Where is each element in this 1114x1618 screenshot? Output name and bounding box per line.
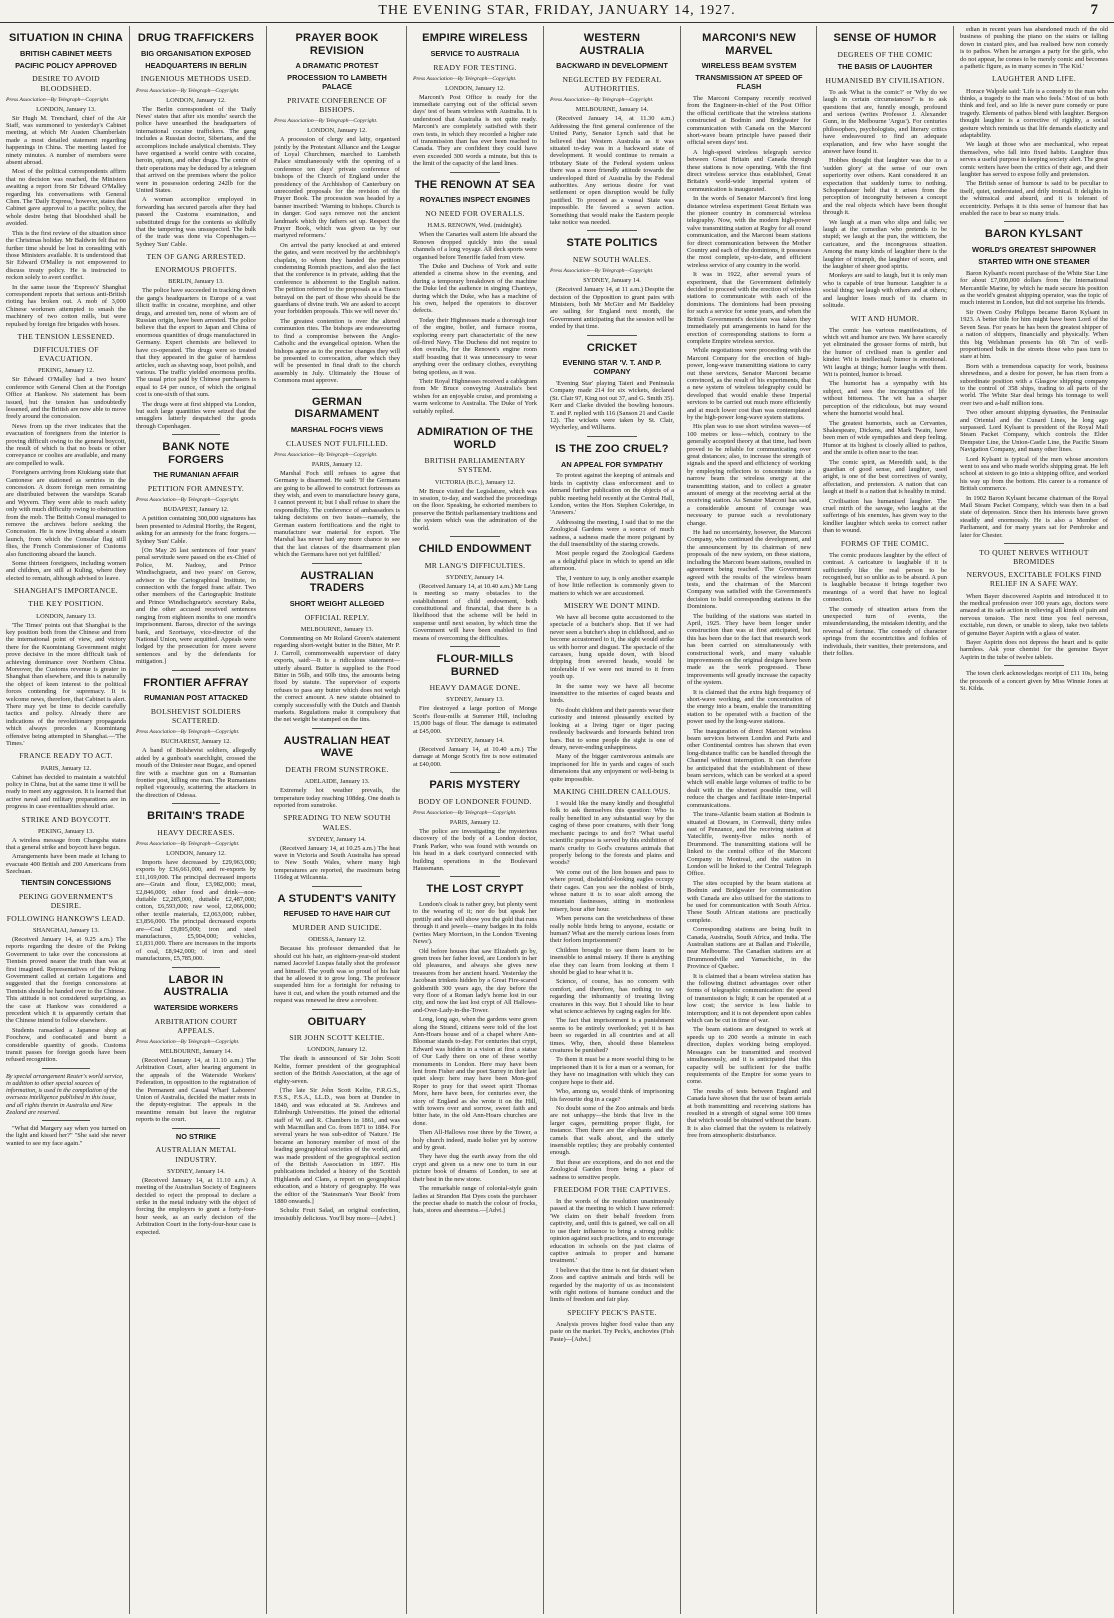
dateline: SYDNEY, January 14. — [167, 1167, 225, 1175]
byline: Press Association—By Telegraph—Copyright. — [136, 729, 240, 736]
dateline: BERLIN, January 13. — [168, 278, 224, 286]
quip: "What did Margery say when you turned on the light and kissed her?" "She said she never wanted to see my face again." — [6, 1125, 126, 1147]
article-paragraph: 'Evening Star' playing Taieri and Peninsula Company made 214 for six wickets, declared (St. Clair 97, King not out 37, and G. Smith 35). Kerr and Clarke divided the bowling honours. T. and P. replied with 116 (Sanson 21 and Castle 12). The wickets were taken by St. Clair, Wycherley, and Williams. — [550, 380, 674, 432]
column-divider — [816, 26, 817, 1614]
subheadline: BOLSHEVIST SOLDIERS SCATTERED. — [150, 707, 242, 726]
dateline: PARIS, January 12. — [311, 460, 363, 468]
article-paragraph: I believe that the time is not far distant when Zoos and captive animals and birds will be regarded by the majority of us as inconsistent with right notions of humane conduct and the limits of freedom and fair play. — [550, 1266, 674, 1304]
dateline: SYDNEY, January 14. — [446, 573, 504, 581]
article-paragraph: (Received January 14, at 10.40 a.m.) The damage at Monge Scott's fire is now estimated at £40,000. — [413, 746, 537, 768]
rule — [1004, 221, 1063, 222]
article-paragraph: While negotiations were proceeding with the Marconi Company for the erection of high-power, long-wave transmitting stations to carry out these services, Senator Marconi became convinced, as the result of his experiments, that a new system of wireless telegraphy could be developed that would enable these Imperial services to be carried out much more efficiently and at much lower cost than was contemplated by the high-power long-wave system stations. — [687, 347, 811, 421]
article-paragraph: The police have succeeded in tracking down the gang's headquarters in Europe of a vast illicit traffic in cocaine, morphine, and other drugs, and arrested ten, none of whom are of Russian origin, have been arrested. The police believe that the export to Japan and China of enormous quantities of drugs manufactured in Germany. Expert chemists are believed to have co-operated. The drugs were so treated that they appeared in the guise of harmless articles, such as shaving soap, boot polish, and various. The traffic yielded enormous profits. The usual price paid by Chinese purchasers is equal to £4 per ounce, of which the original cost is one-sixth of that sum. — [136, 287, 256, 399]
headline: CHILD ENDOWMENT — [418, 543, 532, 555]
reuters-note: By special arrangement Reuter's world service, in addition to other special sources of information, is used in the compilation of the overseas intelligence published in this issue, and all rights therein in Australia and New Zealand are reserved. — [6, 1072, 124, 1116]
byline: Press Association—By Telegraph—Copyright. — [136, 497, 240, 504]
dateline: BUCHAREST, January 12. — [160, 738, 232, 746]
subheadline: HEAVY DAMAGE DONE. — [429, 683, 521, 693]
article-paragraph: The trans-Atlantic beam station at Bodmin is situated at Dowarn, in Cornwall, thirty miles east of Penzance, and the receiving station at Yatecliffe, twenty-five miles north of Drummond. The transmitting stations will be linked to the central office of the Marconi Company in Montreal, and the station in London will be linked to the Central Telegraph Office. — [687, 811, 811, 878]
byline: Press Association—By Telegraph—Copyright. — [550, 268, 654, 275]
dateline: PARIS, January 12. — [40, 764, 92, 772]
headline: GERMAN DISARMAMENT — [294, 395, 380, 421]
article-paragraph: Addressing the meeting, I said that to me the Zoological Gardens were a source of much sadness, a sadness made the more poignant by the dull insensibility of the staring crowds. — [550, 518, 674, 549]
dateline: LONDON, January 12. — [307, 127, 367, 135]
section-heading: PEKING GOVERNMENT'S DESIRE. — [18, 891, 114, 910]
article-paragraph: It is claimed that a beam wireless station has the following distinct advantages over other forms of telegraphic communication: the speed of transmission is high; it can be operated at a low cost; the service is less liable to interruption; and it is not dependent upon cables which can be cut in time of war. — [687, 972, 811, 1025]
article-paragraph: The Marconi Company recently received from the Engineer-in-chief of the Post Office the official certificate that the wireless stations constructed at Bodmin and Bridgwater for communication with Canada on the Marconi short-wave beam principle have passed their official seven days' test. — [687, 94, 811, 147]
article-paragraph: Fire destroyed a large portion of Monge Scott's flour-mills at Summer Hill, including 15,000 bags of flour. The damage is estimated at £45,000. — [413, 705, 537, 735]
subheadline: HEAVY DECREASES. — [157, 827, 235, 837]
article-paragraph: Foreigners arriving from Kiukiang state that Cantonese are stationed as sentries in the concession. A dozen foreign men remaining are distributed between the warships Scarab and Wyvern. They were able to reach safety only with much difficulty owing to obstruction from the mob. The British Consul managed to remove the archives before seeking the Concession. He is now living aboard a steam launch, from which the Consular flag still flies, the French Commissioner of Customs also functioning aboard the launch. — [6, 469, 126, 558]
section-heading: DIFFICULTIES OF EVACUATION. — [33, 345, 99, 364]
subheadline: HUMANISED BY CIVILISATION. — [825, 75, 945, 85]
byline: Press Association—By Telegraph—Copyright. — [274, 451, 378, 458]
subheadline: DEATH FROM SUNSTROKE. — [285, 765, 389, 775]
rule — [587, 335, 637, 336]
article-paragraph: (Received January 14, at 9.25 a.m.) The reports regarding the desire of the Peking Government to take over the concessions at Tientsin proved nearer the truth than was at first imagined. Representatives of the Peking Government called at certain Legations and suggested that the foreign concessions at Tientsin should be handed over to the Chinese. This attitude is not considered surprising, as the case at Hankow was considered a precedent which it is apparently certain that the Chinese intend to follow elsewhere. — [6, 935, 126, 1025]
article-paragraph: Long, long ago, when the gardens were green along the Strand, citizens were told of the lost Ann-Hoars house and of a chapel where Ann-Bloomar stands to-day. For centuries that crypt, Edward was hidden in a vision at first a statue of Our Lady there on one of these worthy monuments in London. Here may have been lent from Fisher and the poet Surrey in their last quiet sleep: here may have been Mon-geof Roper to pray for that sweet spirit Thomas More, here have been, for centuries ever, the story of England as she wrote it on the Hill, with towers over and sorrow, sweet faith and bitter hate, in the old Ann-Hoars churches are done. — [413, 1016, 537, 1127]
headline: SENSE OF HUMOR — [833, 32, 937, 44]
newspaper-title: THE EVENING STAR, FRIDAY, JANUARY 14, 1927. — [378, 3, 736, 18]
article-paragraph: The sites occupied by the beam stations at Bodmin and Bridgwater for communication with Canada are also utilised for the stations to be used for communication with South Africa. These South African stations are practically complete. — [687, 879, 811, 924]
headline: ADMIRATION OF THE WORLD — [416, 426, 534, 451]
article-paragraph: The Duke and Duchess of York and suite attended a cinema show in the evening, and during a temporary breakdown of the machine the Duke led the audience in singing Chanteys, during which the Duke, who has a machine of his own, helped the operators to discover defects. — [413, 262, 537, 315]
subheadline: BRITISH PARLIAMENTARY SYSTEM. — [424, 456, 526, 475]
rule — [1004, 543, 1063, 544]
article-paragraph: Some thirteen foreigners, including women and children, are still at Kuling, where they elected to remain, although advised to leave. — [6, 560, 126, 582]
rule — [172, 434, 220, 435]
article-paragraph: The building of the stations was started in April, 1925. They have been longer under construction than was at first anticipated, but this has been due to the fact that research work has been carried on simultaneously with constructional work, and many valuable improvements on the original designs have been made as the work progressed. These improvements will greatly increase the capacity of the system. — [687, 612, 811, 687]
article-paragraph: It is claimed that the extra high frequency of short-wave working, and the concentration of the energy into a beam, enable the transmitting station to be operated with a fraction of the power used by the long-wave stations. — [687, 688, 811, 726]
article-paragraph: (Received January 14, at 11.30 a.m.) Addressing the first general conference of the United Party, Senator Lynch said that he believed that Western Australia as it was situated to-day was in a backward state of development. It would continue to remain a tributary State of the Federal system unless there was a more friendly attitude towards the undeveloped third of Australia by the Federal authorities. Any serious desire for vast settlement or open disruption would be fully justified. To proceed as a vassal State was impossible. He favored a seven action. Something that would make the Eastern people take notice was needed. — [550, 115, 674, 227]
headline: DRUG TRAFFICKERS — [137, 32, 255, 44]
article-paragraph: Commenting on Mr Roland Green's statement regarding short-weight butter in the Bitter, Mr P. J. Carroll, commonwealth supervisor of dairy exports, said:—It is a ridiculous statement—utterly absurd. Butter is supplied to the Food Bitter in 56lb, and 60lb tins, the amounts being fixed by statute. The supervisor of exports refuses to pass any butter which does not weigh the correct amount. A new statute obtained to comply successfully with the Dutch and Danish markets. Regulations make it compulsory that the net weight be stamped on the tins. — [274, 634, 400, 724]
dateline: MELBOURNE, January 13. — [300, 625, 374, 633]
article-paragraph: The humorist has a sympathy with his subject, and sees the incongruities of life without bitterness. The wit has a sharper perception of the ridiculous, but may wound where the humorist would heal. — [823, 380, 947, 418]
section-heading: FOLLOWING HANKOW'S LEAD. — [6, 913, 126, 923]
article-paragraph: Most of the political correspondents affirm that no decision was reached, the Ministers awaiting a report from Sir Edward O'Malley regarding his conversations with General Chen. The 'Daily Express,' however, states that Cabinet gave approval to a pacific policy, the whole desire being that bloodshed shall be avoided. — [6, 168, 126, 228]
headline: CRICKET — [586, 341, 638, 354]
section-heading: STRIKE AND BOYCOTT. — [21, 814, 111, 824]
article-paragraph: [On May 26 last sentences of four years' penal servitude were passed on the ex-Chief of Police, M. Nadosy, and Prince Windischgraetz, and two years' on Gerow, advisor to the Cartographical Institute, in connection with the forged franc affair. Two other members of the Cartographic Institute and Prince Windischgraetz's secretary Raba, and the other accused received sentences ranging from eighteen months to one month's imprisonment. Baross, director of the savings bank, and Szortsaye, vice-director of the National Union, were acquitted. Appeals were lodged by the prosecution for more severe sentences and by the defendants for mitigation.] — [136, 547, 256, 666]
article-paragraph: Today their Highnesses made a thorough tour of the engine, boiler, and furnace rooms, exploring every part characteristic of the new oil-fired Navy. The Duchess did not require to don overalls, for the Renown's engine room staff boasting that it was unnecessary to wear anything over the ordinary clothes, everything being spotless, as it was. — [413, 316, 537, 376]
subheadline: REFUSED TO HAVE HAIR CUT — [283, 909, 391, 919]
article-paragraph: Marconi's Post Office is ready for the immediate carrying out of the official seven days' test of beam wireless with Australia. It is understood that Australia is not quite ready. Marconi's are completely satisfied with their own tests, in which they recorded a higher rate of transmission than has ever been reached to Canada. They are confident they could have even exceeded 300 words a minute, but this is the limit of the capacity of the land lines. — [413, 93, 537, 168]
headline: AUSTRALIAN HEAT WAVE — [283, 734, 391, 760]
article-paragraph: No doubt children and their parents wear their curiosity and interest pleasantly excited by looking at a living tiger or tiger pacing restlessly backwards and forwards behind iron bars. But to some people the sight is one of dreary, never-ending unhappiness. — [550, 706, 675, 751]
dateline: ADELAIDE, January 13. — [304, 778, 370, 786]
subheadline: AN APPEAL FOR SYMPATHY — [561, 459, 663, 469]
rule — [312, 1009, 362, 1010]
article-paragraph: Most people regard the Zoological Gardens as a delightful place in which to spend an idle afternoon. — [550, 550, 674, 573]
article-paragraph: On arrival the party knocked at and entered the gates, and were received by the archbishop's chaplain, to whom they handed the petition condemning Romish practices, and also the fact that the conference is in private, adding that the conference is abhorrent to the English nation. The petition referred to the proposals as a 'fiasco betrayal on the part of those who should be the guardians of divine truth. We are asked to accept your forbidden proposals. This we will never do.' — [274, 241, 400, 316]
rule — [450, 536, 500, 537]
subheadline: PACIFIC POLICY APPROVED — [15, 60, 117, 70]
subheadline: BACKWARD IN DEVELOPMENT — [556, 61, 668, 71]
headline: MARCONI'S NEW MARVEL — [702, 32, 796, 57]
article-paragraph: A high-speed wireless telegraph service between Great Britain and Canada through these stations is now operating. With the first direct wireless service thus established, Great Britain's world-wide imperial system of communication is inaugurated. — [687, 148, 811, 193]
subheadline: WORLD'S GREATEST SHIPOWNER — [972, 245, 1096, 255]
article-paragraph: Monkeys are said to laugh, but it is only man who is capable of true humour. Laughter is a social thing; we laugh with others and at others; and laughter loses much of its charm in solitude. — [823, 272, 947, 310]
section-heading: THE KEY POSITION. — [28, 599, 104, 609]
article-paragraph: News from up the river indicates that the evacuation of foreigners from the interior is proving difficult owing to the general boycott, the result of which is that no boats or other conveyance or coolies are available, and many are compelled to walk. — [6, 422, 126, 467]
masthead — [0, 0, 1114, 23]
article-paragraph: A procession of clergy and laity, organised jointly by the Protestant Alliance and the League of Loyal Churchmen, marched to Lambeth Palace simultaneously with the opening of a conference ten days' private conference of bishops of the Church of England under the presidency of the Archbishop of Canterbury on unrecorded proposals for the revision of the Prayer Book. The procession was headed by a banner inscribed: 'Warning to bishops. Church is in danger. God says remove not the ancient landmark which thy fathers set up. Respect the Prayer Book, which was given us by our martyred reformers.' — [274, 136, 400, 240]
byline: Press Association—By Telegraph—Copyright. — [136, 87, 240, 94]
article-paragraph: The, I venture to say, is only another example of how little reflection is commonly given to matters to which we are accustomed. — [550, 574, 674, 597]
subheadline: PROCESSION TO LAMBETH PALACE — [287, 73, 387, 92]
rule — [1004, 665, 1063, 666]
headline: PARIS MYSTERY — [429, 779, 521, 792]
article-paragraph: The police are investigating the mysterious discovery of the body of a London doctor, Frank Parker, who was found with wounds on his head in a dark courtyard connected with building operations in the Boulevard Haussmann. — [413, 827, 537, 873]
article-paragraph: Baron Kylsant's recent purchase of the White Star Line for about £7,000,000 dollars from the International Mercantile Marine, by which he made secure his position as the world's greatest shipping operator, was the topic of much interest in London, but did not surprise his friends. — [960, 269, 1108, 307]
article-paragraph: He had no uncertainty, however, the Marconi Company, who continued the development, and the announcement by its chairman of new proposals of the new system, on these stations, including the Marconi beam stations, resulted in agreement being reached. The Government agreed with the results of the wireless beam tests, and the chairman of the Marconi Company was satisfied with the Government's decision to build corresponding stations in the Dominions. — [687, 529, 811, 611]
dateline: LONDON, January 12. — [166, 849, 226, 857]
headline: A STUDENT'S VANITY — [277, 892, 397, 905]
advertisement: Schultz Fruit Salad, an original confection, irresistibly delicious. You'll buy more—[Advt.] — [274, 1207, 400, 1222]
section-heading: TEN OF GANG ARRESTED. — [146, 252, 246, 262]
subheadline: NEW SOUTH WALES. — [572, 255, 652, 265]
article-paragraph: The greatest humorists, such as Cervantes, Shakespeare, Dickens, and Mark Twain, have been men of wide sympathies and deep feeling. Humor at its highest is closely allied to pathos, and the smile is often near to the tear. — [823, 419, 947, 457]
article-paragraph: We come out of the lion houses and pass to where proud, disdainful-looking eagles occupy their cages. Can you see the noblest of birds, whose nature it is to soar aloft among the mountain fastnesses, sitting in motionless misery, hour after hour. — [550, 868, 674, 913]
section-heading: THE TENSION LESSENED. — [17, 331, 115, 341]
byline: Press Association—By Telegraph—Copyright. — [136, 1038, 240, 1045]
column-1 — [4, 26, 128, 1614]
article-paragraph: (Received January 14, at 11 a.m.) Despite the decision of the Opposition to grant pairs with Ministers, both Mr McGirr and Mr Baddeley are sailing for England next month, the Government anticipating that the session will be ended by that time. — [550, 286, 674, 331]
subheadline: SHORT WEIGHT ALLEGED — [289, 598, 385, 608]
dateline: SYDNEY, January 14. — [308, 835, 366, 843]
column-divider — [129, 26, 130, 1614]
article-paragraph: Marshal Foch still refuses to agree that Germany is disarmed. He said: 'If the Germans are going to be allowed to construct fortresses as they wish, and even to manufacture heavy guns, I cannot prevent it; but I shall refuse to share the responsibility. The conference of ambassadors is taking decisions on two issues—namely, the German eastern fortifications and the right to manufacture war material for export. The Marshal has never had any more chance to see that the last clauses of the disarmament plan which the Germans have not yet fulfilled.' — [274, 469, 400, 559]
section-heading: LAUGHTER AND LIFE. — [991, 74, 1077, 84]
article-paragraph: Extremely hot weather prevails, the temperature today reaching 108deg. One death is reported from sunstroke. — [274, 787, 400, 810]
headline: NO STRIKE — [175, 1131, 217, 1141]
article-paragraph: The results of tests between England and Canada have shown that the use of beam aerials at both transmitting and receiving stations has resulted in a strength of signal some 100 times that which would be obtained without the beam. It is also claimed that the system is relatively free from atmospheric disturbance. — [687, 1087, 811, 1140]
article-paragraph: When Bayer discovered Aspirin and introduced it to the medical profession over 100 years ago, doctors were amazed at its safe action in relieving all kinds of pain and nervous tension. The next time you feel nervous, excitable, run down, or unable to sleep, take two tablets of genuine Bayer Aspirin with a glass of water. — [960, 592, 1108, 637]
rule — [587, 230, 637, 231]
byline: Press Association—By Telegraph—Copyright. — [550, 97, 654, 104]
section-heading: SPREADING TO NEW SOUTH WALES. — [283, 813, 391, 832]
article-paragraph: (Received January 14, at 11.10 a.m.) The Arbitration Court, after hearing argument in the appeals of the Waterside Workers' Federation, in opposition to the registration of the Permanent and Casual Wharf Laborers' Union of Australia, decided the matter rests in the deputy-registrar. The appeals in the meantime remain but leave the registrar reports to the court. — [136, 1056, 256, 1124]
section-heading: SHANGHAI'S IMPORTANCE. — [14, 586, 118, 596]
headline: FLOUR-MILLS BURNED — [436, 653, 514, 678]
article-paragraph: To them it must be a more woeful thing to be imprisoned than it is for a man or a woman, for they have no imagination with which they can conjure hope to their aid. — [550, 1056, 674, 1086]
column-2 — [134, 26, 258, 1614]
article-paragraph: The British sense of humour is said to be peculiar to itself, quiet, understated, and drily ironical. It delights in the whimsical and absurd, and it is tolerant of eccentricity. Perhaps it is this sense of humour that has enabled the race to bear so many trials. — [960, 180, 1108, 218]
rule — [312, 563, 362, 564]
subheadline: WATERSIDE WORKERS — [153, 1002, 239, 1012]
dateline: ODESSA, January 12. — [308, 936, 366, 944]
article-paragraph: The inauguration of direct Marconi wireless beam services between London and Paris and other Continental centres has shown that even long-distance traffic can be handled through the Channel without interruption. It can therefore be anticipated that the establishment of these beam services, which can be worked at a speed which will enable large volumes of traffic to be dealt with in the shortest possible time, will reduce the charges and facilitate inter-Imperial communications. — [687, 727, 811, 809]
dateline: SYDNEY, January 13. — [446, 696, 504, 704]
article-paragraph: Arrangements have been made at Ichang to evacuate 400 British and 200 Americans from Szechuan. — [6, 853, 126, 876]
article-paragraph: To ask 'What is the comic?' or 'Why do we laugh in certain circumstances?' is to ask questions that are, funnily enough, profound and serious (writes Professor J. Alexander Gunn, in the Melbourne 'Argus'). For centuries philosophers, psychologists, and literary critics have endeavoured to find an adequate explanation, and few who have sought the answer have found it. — [823, 88, 947, 155]
section-heading: FORMS OF THE COMIC. — [840, 538, 930, 548]
dateline: MELBOURNE, January 14. — [575, 106, 649, 114]
column-divider — [406, 26, 407, 1614]
article-paragraph: The death is announced of Sir John Scott Keltie, former president of the geographical section of the British Association, at the age of eighty-seven. — [274, 1055, 400, 1085]
subheadline: PRIVATE CONFERENCE OF BISHOPS. — [287, 95, 387, 115]
article-paragraph: In 1902 Baron Kylsant became chairman of the Royal Mail Steam Packet Company, which was then in a bad state of depression. Since then his interests have grown steadily and enormously. He is also a Member of Parliament, and for many years sat for Pembroke and later for Chester. — [960, 494, 1108, 539]
rule — [450, 876, 500, 877]
subheadline: RUMANIAN POST ATTACKED — [144, 693, 248, 703]
article-paragraph: Born with a tremendous capacity for work, business shrewdness, and a desire for power, he has risen from a subordinate position with a Glasgow shipping company to the control of 358 ships, trading to all parts of the world. The White Star deal brings his tonnage to well over two and a-half million tons. — [960, 362, 1108, 407]
rule — [42, 1068, 90, 1069]
dateline: LONDON, January 13. — [36, 612, 96, 620]
column-divider — [953, 26, 954, 1614]
subheadline: TRANSMISSION AT SPEED OF FLASH — [695, 73, 803, 92]
article-paragraph: Civilisation has humanised laughter. The cruel mirth of the savage, who laughs at the sufferings of his enemies, has given way to the kindlier laughter which seeks to correct rather than to wound. — [823, 497, 947, 535]
subheadline: THE BASIS OF LAUGHTER — [837, 61, 933, 71]
article-paragraph: Hobbes thought that laughter was due to a 'sudden glory' at the sense of our own superiority over others. Kant considered it an expectation that suddenly turns to nothing. Schopenhauer held that it arises from the perception of incongruity between a concept and the real objects which have been thought through it. — [823, 157, 947, 217]
article-paragraph: To protest against the keeping of animals and birds in captivity class enforcement and to demand further publication on the objects of a public meeting held recently at the Central Hall, London, writes the Hon. Stephen Coleridge, in 'Answers.' — [550, 472, 674, 517]
article-paragraph: Mr Bruce visited the Legislature, which was in session, to-day, and watched the proceedings on the floor. Speaking, he exhorted members to preserve the British parliamentary traditions and the system which was the admiration of the world. — [413, 487, 537, 532]
article-paragraph: Bayer Aspirin does not depress the heart and is quite harmless. Ask your chemist for the genuine Bayer Aspirin in the tube of twelve tablets. — [960, 638, 1108, 661]
subheadline: READY FOR TESTING. — [433, 62, 517, 72]
article-paragraph: (Received January 14, at 11.10 a.m.) A meeting of the Australian Society of Engineers decided to reject the proposal to declare a strike in the metal industry with the object of forcing the employers to grant a forty-four-hour week, as an early decision of the Arbitration Court in the forty-four-hour case is expected. — [136, 1176, 256, 1236]
column-divider — [266, 26, 267, 1614]
article-paragraph: The fact that imprisonment is a punishment seems to be entirely overlooked; yet it is has been so regarded in all countries and at all times. Why, then, should these blameless creatures be punished? — [550, 1017, 674, 1055]
article-paragraph: [The late Sir John Scott Keltie, F.R.G.S., F.S.S., F.S.A., LL.D., was born at Dundee in 1840, and was educated at St. Andrews and Edinburgh Universities. He joined the editorial staff of W. and R. Chambers in 1861, and was with Macmillan and Co. from 1871 to 1884. For several years he was sub-editor of 'Nature.' He became an honorary member of most of the leading geographical societies of the world, and was made president of the geographical section of the British Association in 1897. His publications included a history of the Scottish Highlands and Clans, a report on geographical education, and a history of geography. He was the editor of the 'Statesman's Year Book' from 1880 onwards.] — [274, 1086, 400, 1206]
subheadline: NEGLECTED BY FEDERAL AUTHORITIES. — [562, 75, 662, 94]
subheadline: INGENIOUS METHODS USED. — [140, 74, 252, 84]
article-paragraph: When the Canaries wall astern life aboard the Renown dropped quickly into the usual channels of a long voyage. All deck sports were organised before Teneriffe faded from view. — [413, 231, 537, 261]
article-paragraph: Lord Kylsant is typical of the men whose ancestors went to sea and who made world's shipping great. He left school at sixteen to go into a shipping office, and worked his way up from the bottom. His career is a romance of British commerce. — [960, 455, 1108, 493]
rule — [172, 1128, 220, 1129]
dateline: LONDON, January 13. — [36, 105, 96, 113]
section-heading: SPECIFY PECK'S PASTE. — [567, 1307, 657, 1317]
article-paragraph: The comic spirit, as Meredith said, is the guardian of good sense, and laughter, used aright, is one of the best correctives of vanity, affectation, and pretension. A nation that can laugh at itself is a nation that is healthy in mind. — [823, 458, 947, 496]
subheadline: BIG ORGANISATION EXPOSED — [141, 48, 251, 58]
dateline: LONDON, January 12. — [166, 96, 226, 104]
article-paragraph: In the same issue the 'Express's' Shanghai correspondent reports that serious anti-British rioting has broken out. A mob of 3,000 Chinese workmen attempted to smash the machinery of two cotton mills, but were repulsed by foreign fire brigades with hoses. — [6, 283, 126, 328]
headline: BANK NOTE FORGERS — [162, 441, 230, 466]
subheadline: OFFICIAL REPLY. — [304, 612, 370, 622]
section-heading: FRANCE READY TO ACT. — [19, 751, 113, 761]
dateline: H.M.S. RENOWN, Wed. (midnight). — [427, 222, 523, 230]
article-paragraph: Old before houses that saw Elizabeth go by, green trees her father loved, are London's in her old pleasures, and always she gives new treasures from her ancient hoard. Yesterday the Jacobean trinkets hidden by a Great Fire-scared goldsmith 300 years ago, the day before the very floor of a Roman lady's home lost in our city, and now the last lost crypt of All Hallows-and-Over-Lady-in-the-Tower. — [413, 947, 537, 1014]
headline: STATE POLITICS — [566, 237, 658, 250]
article-paragraph: In the words of the resolution unanimously passed at the meeting to which I have referred: 'We claim on their behalf freedom from captivity, and, until this is gained, we call on all to use their influence to bring a strong public opinion against such practices, and to encourage education in schools on the just claims of captive animals to proper and humane treatment.' — [550, 1198, 674, 1265]
article-paragraph: Then All-Hallows rose three by the Tower, a holy church indeed, made holier yet by sorrow and by great. — [413, 1129, 537, 1152]
article-paragraph: Sir Owen Cosby Philipps became Baron Kylsant in 1923. A better title for him might have been Lord of the Seven Seas. For years he has been the greatest shipper of a nation of shippers, financially and physically. When this big Welshman presents his 6ft 7in of well-proportioned bulk in the streets those who pass turn to stare at him. — [960, 308, 1108, 361]
column-5 — [548, 26, 676, 1614]
headline: AUSTRALIAN TRADERS — [300, 569, 374, 595]
ad-headline: TO QUIET NERVES WITHOUT BROMIDES — [979, 548, 1089, 567]
article-paragraph: They have dug the earth away from the old crypt and given us a new one to turn in our picture book of dreams of London, to see at their best in the new stone. — [413, 1153, 537, 1183]
advertisement: Analysis proves higher food value than any paste on the market. Try Peck's, anchovies (Fish Paste)—[Advt.] — [550, 1320, 674, 1343]
article-paragraph: The drugs were at first shipped via London, but such large quantities were seized that the smugglers latterly despatched the goods through Copenhagen. — [136, 400, 256, 430]
article-paragraph: No doubt some of the Zoo animals and birds are not unhappy—the birds that live in the larger cages, permitting proper flight, for instance. Then there are the elephants and the camels that walk about, and the utterly insensible reptiles; they are probably contented enough. — [550, 1104, 674, 1157]
byline: Press Association—By Telegraph—Copyright. — [413, 809, 517, 816]
section-heading: MISERY WE DON'T MIND. — [563, 600, 661, 610]
subheadline: BRITISH CABINET MEETS — [20, 48, 112, 58]
subheadline: HEADQUARTERS IN BERLIN — [145, 60, 247, 70]
article-paragraph: Horace Walpole said: 'Life is a comedy to the man who thinks, a tragedy to the man who feels.' Most of us both think and feel, and so life is never pure comedy or pure tragedy. Elements of pathos blend with laughter. Bergson thought laughter is a corrective of rigidity, a social gesture which reminds us that life demands elasticity and adaptability. — [960, 87, 1108, 139]
article-paragraph: Because his professor demanded that he should cut his hair, an eighteen-year-old student named Jacovlef Luspas fatally shot the professor and himself. The youth was so proud of his hair that he allowed it to grow long. The professor suspended him for a fortnight for refusing to have it cut, and when the youth returned and the request was renewed he drew a revolver. — [274, 945, 400, 1005]
article-paragraph: A petition containing 300,000 signatures has been presented to Admiral Horthy, the Regent, asking for an amnesty for the franc forgers.—Sydney 'Sun' Cable. — [136, 515, 256, 545]
rule — [42, 1120, 90, 1121]
rule — [172, 670, 220, 671]
subheadline: CLAUSES NOT FULFILLED. — [285, 438, 389, 448]
article-paragraph: The comic has various manifestations, of which wit and humor are two. We have scarcely yet eliminated the grosser forms of mirth, but the humor of civilised man is gentler and kinder. Wit is intellectual; humor is emotional. Wit laughs at things; humor laughs with them. Wit is pointed, humor is broad. — [823, 326, 947, 379]
article-paragraph: We laugh at a man who slips and falls; we laugh at the comedian who pretends to be stupid; we laugh at the pun, the witticism, the caricature, and the incongruous situation. Among the many kinds of laughter there is the laughter of triumph, the laughter of scorn, and the laughter of sheer good spirits. — [823, 218, 947, 271]
column-8 — [958, 26, 1110, 1614]
column-3 — [272, 26, 402, 1614]
byline: Press Association—By Telegraph—Copyright. — [413, 75, 517, 82]
article-paragraph: We have all become quite accustomed to the spectacle of a butcher's shop. But if we had never seen a butcher's shop in childhood, and so become accustomed to it, the sight would strike us with horror and disgust. The spectacle of the carcases, hung upside down, with blood dripping from severed heads, would be intolerable if we were not inured to it from youth up. — [550, 614, 674, 681]
subheadline: THE RUMANIAN AFFAIR — [153, 470, 239, 480]
rule — [450, 772, 500, 773]
headline: THE LOST CRYPT — [426, 883, 524, 896]
dateline: PEKING, January 12. — [37, 367, 95, 375]
article-paragraph: Sir Hugh M. Trenchard, chief of the Air Staff, was summoned to yesterday's Cabinet meeting, at which Mr Austen Chamberlain made a most detailed statement regarding happenings in China. The meeting lasted for ninety minutes. A number of members were absent abroad. — [6, 114, 126, 167]
subheadline: DESIRE TO AVOID BLOODSHED. — [32, 74, 100, 93]
column-4 — [411, 26, 539, 1614]
article-paragraph: Two other amount shipping dynasties, the Peninsular and Oriental and the Cunard Lines, he long ago surpassed. Lord Kylsant is president of the Royal Mail Steam Packet Company, which controls the Elder Dempster Line, the Union-Castle Line, the Pacific Steam Navigation Company, and many other lines. — [960, 409, 1108, 454]
headline: PRAYER BOOK REVISION — [295, 32, 379, 57]
article-paragraph: In the words of Senator Marconi's first long distance wireless experiment Great Britain was the pioneer country in commercial wireless telegraphy. Now, with the modern high-power valve transmitting station at Rugby for all round communication, and the Marconi beam stations for direct communication between the Mother Country and each of the dominions, it possesses the most complete, up-to-date, and efficient wireless service of any country in the world. — [687, 195, 811, 269]
dateline: MELBOURNE, January 14. — [159, 1047, 233, 1055]
headline: BRITAIN'S TRADE — [147, 810, 245, 823]
article-paragraph: Sir Edward O'Malley had a two hours' conference with General Chen at the Foreign Office at Hankow. No statement has been issued, but the tension has undoubtedly lessened, and the British are now able to move freely around the concession. — [6, 376, 126, 421]
article-paragraph: The beam stations are designed to work at speeds up to 200 words a minute in each direction, duplex working being employed. Messages can be transmitted and received simultaneously, and it is anticipated that this capacity will be sufficient for the traffic requirements of the Empire for some years to come. — [687, 1026, 811, 1086]
dateline: SHANGHAI, January 13. — [32, 926, 100, 934]
article-paragraph: In the same way we have all become insensitive to the miseries of caged beasts and birds. — [550, 682, 674, 705]
subheadline: WIRELESS BEAM SYSTEM — [701, 61, 797, 71]
notice: The town clerk acknowledges receipt of £11 10s, being the proceeds of a concert given by Miss Winnie Jones at St. Kilda. — [960, 670, 1108, 692]
headline: WESTERN AUSTRALIA — [579, 32, 645, 57]
rule — [450, 419, 500, 420]
subheadline: MURDER AND SUICIDE. — [292, 923, 382, 933]
article-paragraph: Many of the bigger carnivorous animals are imprisoned for life in yards and cages of such dimensions that any enjoyment or well-being is quite impossible. — [550, 753, 674, 783]
subheadline: PETITION FOR AMNESTY. — [147, 484, 245, 494]
article-paragraph: The comedy of situation arises from the unexpected turn of events, the misunderstanding, the mistaken identity, and the reversal of fortune. The comedy of character springs from the eccentricities and foibles of individuals, their vanities, their pretensions, and their follies. — [823, 605, 947, 657]
section-heading: FREEDOM FOR THE CAPTIVES. — [553, 1184, 671, 1194]
rule — [312, 389, 362, 390]
article-paragraph: His plan was to use short wireless waves—of 100 metres or less—which, contrary to the generally accepted theory at that time, had been proved to be reliable for communicating over great distances; also, to increase the strength of signals and the speed and efficiency of working by employing reflectors to concentrate into a narrow beam the wireless energy at the transmitting station, and to collect a greater amount of energy at the receiving aerial at the receiving station. As Senator Marconi has said, a considerable amount of courage was necessary to pursue such a revolutionary change. — [687, 423, 811, 527]
subheadline: NO NEED FOR OVERALLS. — [425, 209, 525, 219]
section-heading: WIT AND HUMOR. — [850, 313, 920, 323]
dateline: LONDON, January 12. — [445, 84, 505, 92]
article-paragraph: Students ransacked a Japanese shop at Foochow, and confiscated and burnt a considerable quantity of goods. Customs transit passes for foreign goods have been refused recognition. — [6, 1026, 126, 1064]
column-divider — [680, 26, 681, 1614]
article-paragraph: 'The Times' points out that Shanghai is the key position both from the Chinese and from the international point of view, and victory there for the Kuomintang Government might prove decisive in the more difficult task of achieving dominance over Northern China. Moreover, the Customs revenue is greater in Shanghai than elsewhere, and this is naturally the object of keen interest to the political forces contending for supremacy. It is welcome news, therefore, that Cabinet is alert. There may yet be time to decide carefully tactics and policy. Already there are indications of the revolutionary propaganda which always precedes a Kuomintang offensive being attempted in Shanghai.—'The Times.' — [6, 621, 126, 747]
advertisement: The remarkable range of colonial-style grain ladies at Strandon Hat Dyes costs the purchaser the precise shade to match the colour of frocks, hats, stores and sheerness.—[Advt.] — [413, 1185, 537, 1215]
article-paragraph: But these are exceptions, and do not end the Zoological Garden from being a place of sadness to sensitive people. — [550, 1158, 674, 1181]
subheadline: STARTED WITH ONE STEAMER — [978, 256, 1090, 266]
subheadline: A DRAMATIC PROTEST — [295, 61, 379, 71]
rule — [312, 728, 362, 729]
dateline: LONDON, January 12. — [307, 1046, 367, 1054]
article-paragraph: (Received January 14, at 10.40 a.m.) Mr Lang is meeting so many obstacles to the establishment of child endowment, both constitutional and financial, that there is a likelihood that the scheme will be held in suspense until next session, by which time the Government will have been enabled to find means of overcoming the difficulties. — [413, 582, 538, 642]
byline: Press Association—By Telegraph—Copyright. — [136, 840, 240, 847]
subheadline: MARSHAL FOCH'S VIEWS — [290, 424, 384, 434]
article-paragraph: Imports have decreased by £29,963,000; exports by £36,661,000, and re-exports by £11,169,000. The principal decreased imports are—Grain and flour, £3,982,000; meat, £2,846,000; other food and drink—non-dutiable £2,285,000, dutiable £2,487,000; cotton, £6,593,000; raw wool, £2,066,000; other textile materials, £2,063,000; rubber, £3,856,000. The principal decreased exports are—Coal £9,895,000; iron and steel manufactures, £5,904,000; vehicles, £1,831,000. There are increases in the imports of coal, £8,942,000; of iron and steel manufactures, £5,785,000. — [136, 858, 256, 963]
rule — [172, 967, 220, 968]
byline: Press Association—By Telegraph—Copyright. — [274, 118, 378, 125]
subheadline: EVENING STAR 'V. T. AND P. COMPANY — [562, 358, 662, 377]
ad-subheadline: NERVOUS, EXCITABLE FOLKS FIND RELIEF IN A SAFE WAY. — [966, 570, 1102, 589]
headline: IS THE ZOO CRUEL? — [555, 442, 669, 455]
article-paragraph: Cabinet has decided to maintain a watchful policy in China, but at the same time it will be ready to meet any aggression. It is learned that active naval and military preparations are in progress in case eventualities should arise. — [6, 773, 126, 811]
subheadline: SERVICE TO AUSTRALIA — [430, 48, 520, 58]
article-paragraph: edian in recent years has abandoned much of the old business of pushing the piano on the stairs or falling down in custard pies, and has realised how non comedy is to pathos. When he arranges a party for the girls, who do not appear, he comes to be merely comic and becomes a pathetic figure, as in many scenes in 'The Kid.' — [960, 26, 1108, 71]
article-paragraph: A band of Bolshevist soldiers, allegedly aided by a gunboat's searchlight, crossed the mouth of the Dniester near Bugaz, and opened fire with a machine gun on a Rumanian frontier post, killing one man. The Rumanians replied vigorously, scattering the attackers in the direction of Odessa. — [136, 747, 256, 799]
article-paragraph: Who, among us, would think of imprisoning his favourite dog in a cage? — [550, 1088, 674, 1103]
headline: BARON KYLSANT — [985, 228, 1083, 241]
section-heading: MAKING CHILDREN CALLOUS. — [553, 786, 671, 796]
headline: OBITUARY — [307, 1015, 367, 1028]
article-paragraph: This is the first review of the situation since the Christmas holiday. Mr Baldwin felt that no further time should be lost in consulting with those Ministers available. It is understood that Sir Edward O'Malley is not empowered to discuss treaty policy. He is instructed to reckon solely to avert conflict. — [6, 229, 126, 282]
subheadline: SIR JOHN SCOTT KELTIE. — [289, 1033, 385, 1043]
dateline: SYDNEY, January 14. — [583, 277, 641, 285]
article-paragraph: A woman accomplice employed in forwarding has secured parcels after they had passed the Customs examination, and substituted drugs for the contents so skilfully that the tampering was unsuspected. The bulk of the trade was done via Copenhagen.—Sydney 'Sun' Cable. — [136, 196, 256, 248]
subheadline: ROYALTIES INSPECT ENGINES — [419, 195, 531, 205]
article-paragraph: London's cloak is rather grey, but plenty went to the wearing of it; nor do but speak her prettily and she will show you the gold that runs through it and jewels—many badges in its folds (writes Mary Morrison, in the London 'Evening News'). — [413, 901, 537, 946]
section-heading: TIENTSIN CONCESSIONS — [20, 877, 112, 887]
article-paragraph: When persons can the wretchedness of these really noble birds bring to anyone, ecstatic or human? What are the merely curious loses from their forlorn imprisonment? — [550, 915, 674, 945]
column-7 — [821, 26, 949, 1614]
article-paragraph: A wireless message from Changsha states that a general strike and boycott have begun. — [6, 836, 126, 852]
headline: LABOR IN AUSTRALIA — [163, 973, 229, 999]
article-paragraph: Corresponding stations are being built in Canada, Australia, South Africa, and India. The Australian stations are at Ballan and Fiskville, near Melbourne. The Canadian stations are at Drummondville and Yamachiche, in the Province of Quebec. — [687, 926, 811, 971]
article-paragraph: (Received January 14, at 10.25 a.m.) The heat wave in Victoria and South Australia has spread to New South Wales, where many high temperatures are reported, the maximum being 116deg at Wilcannia. — [274, 844, 400, 882]
dateline: PARIS, January 12. — [449, 818, 501, 826]
article-paragraph: We laugh at those who are mechanical, who repeat themselves, who fall into fixed habits. Laughter thus serves a useful purpose in keeping society alert. The great comic writers have been the critics of their age, and their laughter has served to expose folly and pretension. — [960, 141, 1108, 179]
article-paragraph: Children brought to see them learn to be insensible to animal misery. If there is anything else they can learn from looking at them I should be glad to hear what it is. — [550, 946, 674, 976]
headline: EMPIRE WIRELESS — [422, 32, 528, 44]
rule — [450, 646, 500, 647]
subheadline: BODY OF LONDONER FOUND. — [418, 796, 532, 806]
rule — [312, 886, 362, 887]
headline: SITUATION IN CHINA — [8, 32, 123, 44]
headline: THE RENOWN AT SEA — [414, 178, 536, 191]
article-paragraph: The greatest contention is over the altered communion rites. The bishops are endeavouring to find a compromise between the Anglo-Catholic and the evangelical opinion. When the bishops agree as to the precise changes they will be presented to convocation, after which they will be presented in final draft to the church assembly in July. Ultimately the House of Commons must approve. — [274, 317, 400, 385]
column-6 — [685, 26, 813, 1614]
dateline: BUDAPEST, January 12. — [163, 506, 229, 514]
article-paragraph: It was in 1922, after several years of experiment, that the Government definitely decided to proceed with the erection of wireless stations to communicate with each of the dominions. The dominions had been pressing for such a service for some years, and when the British Government's decision was taken they immediately put arrangements in hand for the erection of corresponding stations to form a complete Empire wireless service. — [687, 271, 811, 345]
byline: Press Association—By Telegraph—Copyright. — [6, 96, 110, 103]
rule — [450, 172, 500, 173]
article-paragraph: Science, of course, has no concern with comfort, and therefore, has nothing to say regarding the inhumanity of treating living creatures in this way. But I should like to hear what science achieves by caging eagles for life. — [550, 978, 674, 1016]
rule — [587, 436, 637, 437]
dateline: SYDNEY, January 14. — [446, 737, 504, 745]
article-paragraph: The comic produces laughter by the effect of contrast. A caricature is laughable if it is sufficiently like the real person to be recognised, but so unlike as to be absurd. A pun is laughable because it brings together two meanings of a word that have no logical connection. — [823, 551, 947, 604]
page-number: 7 — [1090, 2, 1098, 18]
article-paragraph: Their Royal Highnesses received a cablegram from Mr Bruce conveying Australia's best wishes for an enjoyable cruise, and promising a warm welcome to Australia. The Duke of York suitably replied. — [413, 378, 537, 415]
column-divider — [543, 26, 544, 1614]
headline: FRONTIER AFFRAY — [143, 676, 249, 689]
dateline: PEKING, January 13. — [37, 827, 95, 835]
subheadline: DEGREES OF THE COMIC — [837, 49, 933, 59]
section-heading: ENORMOUS PROFITS. — [155, 265, 237, 275]
article-paragraph: I would like the many kindly and thoughtful folk to ask themselves this question: Who is really benefited in any substantial way by the caging of these poor creatures, with their 'long mechanic pacings to and fro'? 'What useful scientific purpose is served by this exhibition of man's cruelty to God's creatures animals that properly belong to the forests and plains and woods? — [550, 800, 674, 867]
subheadline: ARBITRATION COURT APPEALS. — [154, 1016, 238, 1035]
subheadline: AUSTRALIAN METAL INDUSTRY. — [155, 1145, 237, 1164]
dateline: VICTORIA (B.C.), January 12. — [434, 478, 516, 486]
subheadline: MR LANG'S DIFFICULTIES. — [424, 560, 526, 570]
rule — [172, 803, 220, 804]
article-paragraph: The Berlin correspondent of the 'Daily News' states that after six months' search the police have unearthed the headquarters of international cocaine traffickers. The gang includes a Russian doctor, Siberians, and the accomplices include analytical chemists. They have organised a world centre with cocaine, heroin, opium, and other drugs. The centre of their operations may be deduced by a telegram that arrived on the premises where the police were in possession ordering 242lb for the United States. — [136, 105, 256, 194]
